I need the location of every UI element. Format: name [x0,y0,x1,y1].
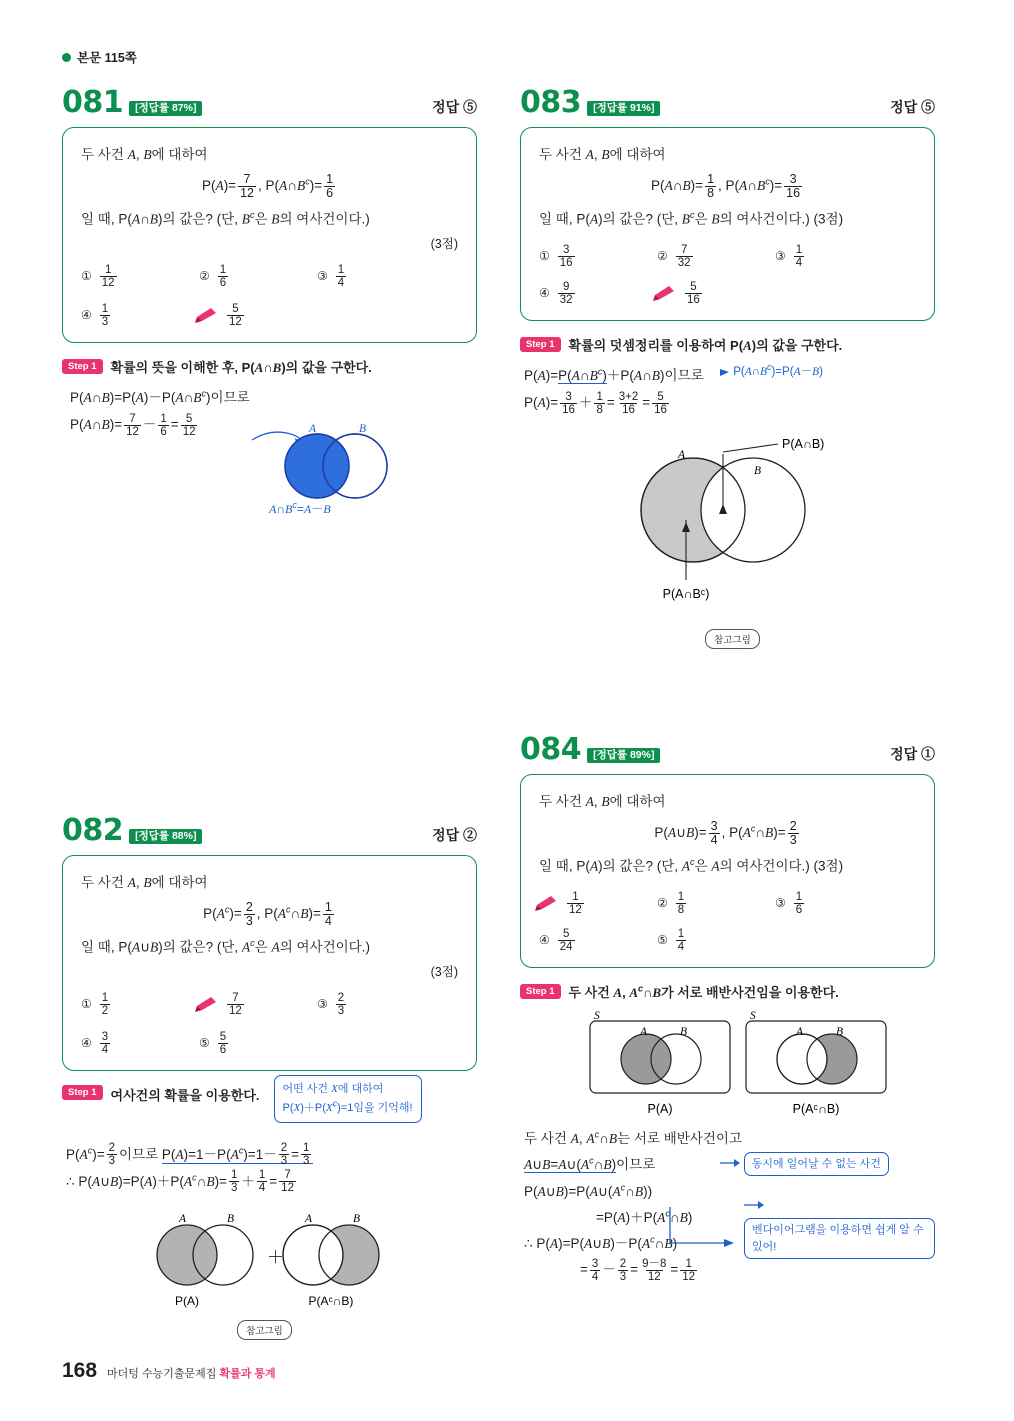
sol-line-2: $A\cup B=A\cup(A^c\cap B)$이므로 [524,1155,656,1173]
venn-083 [520,430,935,649]
footer-note [107,1365,276,1381]
svg-text:S: S [749,1009,756,1022]
step-tag: Step 1 [520,984,561,1000]
svg-text:B: B [226,1212,234,1225]
problem-083 [520,85,935,649]
svg-text:A: A [309,422,317,435]
choice-2[interactable]: ② $\frac{1}{6}$ [199,263,227,289]
choice-5[interactable]: $\frac{5}{12}$ [199,303,317,328]
page-number: 168 [62,1359,98,1382]
reference-figure-label: 참고그림 [705,629,760,649]
stem-line-1: 두 사건 A, B에 대하여 [81,147,208,162]
choice-1[interactable]: ① $\frac{1}{12}$ [81,263,115,289]
choice-3[interactable]: ③ $\frac{1}{6}$ [775,890,803,916]
svg-text:A: A [639,1025,647,1038]
note-2 [744,1192,935,1259]
answer-label: 정답 ① [890,746,935,762]
choice-list [81,992,458,1056]
question-box [520,127,935,321]
answer-label: 정답 ⑤ [432,99,477,115]
problem-header [520,85,935,120]
sol-line-5: ∴ $P(A)=P(A\cup B)-P(A^c\cap B)$ [524,1234,678,1252]
step-bar [520,982,935,1001]
solution-083 [520,362,935,416]
tip-callout [274,1075,422,1123]
stem-formula: P(A)= $\frac{7}{12}$ , $P(A\cap B^c)=$ $\frac{1}{6}$ [201,171,334,201]
correct-rate-badge: [정답률 87%] [129,101,202,117]
venn-082 [62,1205,477,1340]
header-label: 본문 115쪽 [77,51,137,65]
sol-note: $P(A\cap B^c)=P(A-B)$ [720,358,823,384]
svg-text:A: A [795,1025,803,1038]
svg-text:A: A [178,1212,186,1225]
question-box [520,774,935,968]
solution-082 [62,1141,477,1195]
sol-line-1: 두 사건 A, $A^c\cap B$는 서로 배반사건이고 [524,1129,742,1146]
pen-mark-icon [199,308,219,322]
choice-2[interactable]: ② $\frac{7}{32}$ [657,243,691,269]
venn-084 [520,1009,935,1126]
venn-081 [247,404,477,519]
svg-text:P(A): P(A) [647,1101,672,1116]
stem-line-1: 두 사건 A, B에 대하여 [539,147,666,162]
step-tag: Step 1 [62,359,103,375]
page-footer [62,1359,276,1383]
sol-line-3: $P(A\cup B)=P(A\cup(A^c\cap B))$ [524,1182,653,1199]
svg-text:＋: ＋ [266,1247,284,1267]
step-text: 확률의 덧셈정리를 이용하여 P(A)의 값을 구한다. [568,337,843,353]
stem-line-1: 두 사건 A, B에 대하여 [81,875,208,890]
svg-text:P(A∩Bᶜ): P(A∩Bᶜ) [662,586,709,601]
answer-label: 정답 ② [432,827,477,843]
choice-list [539,891,916,953]
page-header [62,48,137,66]
venn-caption: $A\cap B^c=A-B$ [269,499,331,516]
note-1 [720,1150,889,1177]
correct-rate-badge: [정답률 89%] [587,748,660,764]
problem-number: 084 [520,732,582,767]
svg-text:B: B [835,1025,843,1038]
choice-1[interactable]: ① $\frac{1}{2}$ [81,991,109,1017]
problem-number: 082 [62,813,124,848]
problem-084 [520,732,935,1284]
choice-4[interactable]: ④ $\frac{5}{24}$ [539,927,573,953]
choice-list [81,264,458,328]
svg-text:P(A): P(A) [174,1293,199,1308]
choice-5[interactable]: ⑤ $\frac{5}{6}$ [199,1030,227,1056]
step-text: 여사건의 확률을 이용한다. [110,1087,260,1103]
sol-line-2: P(A)= $\frac{3}{16}$ ＋ $\frac{1}{8}$ = $\frac{3+2}{16}$ = $\frac{5}{16}$ [524,390,667,416]
choice-4[interactable]: ④ $\frac{1}{3}$ [81,302,109,328]
problem-081 [62,85,477,519]
svg-text:P(A∩B): P(A∩B) [781,436,824,451]
step-tag: Step 1 [520,337,561,353]
choice-5[interactable]: ⑤ $\frac{1}{4}$ [657,927,685,953]
question-box [62,127,477,343]
choice-2[interactable]: ② $\frac{1}{8}$ [657,890,685,916]
correct-rate-badge: [정답률 88%] [129,829,202,845]
pen-mark-icon [657,286,677,300]
footer-book: 마더텅 수능기출문제집 [107,1368,217,1380]
tip-line-1: 어떤 사건 X에 대하여 [282,1082,384,1095]
stem-line-2: 일 때, P(A)의 값은? (단, $A^c$은 A의 여사건이다.) (3점) [539,857,844,874]
problem-header [62,85,477,120]
svg-text:B: B [753,464,761,477]
svg-text:S: S [593,1009,600,1022]
choice-3[interactable]: ③ $\frac{2}{3}$ [317,991,345,1017]
answer-label: 정답 ⑤ [890,99,935,115]
choice-1[interactable]: $\frac{1}{12}$ [539,891,657,916]
svg-text:A: A [304,1212,312,1225]
sol-line-4: $=P(A)+P(A^c\cap B)$ [596,1208,693,1225]
sol-line-2: ∴ $P(A\cup B)=P(A)+P(A^c\cap B)=$ $\frac{1}{3}$ ＋ $\frac{1}{4}$ = $\frac{7}{12}$ [66,1169,294,1195]
reference-figure-label: 참고그림 [237,1320,292,1340]
stem-line-1: 두 사건 A, B에 대하여 [539,794,666,809]
bullet-icon [62,53,71,62]
svg-text:A: A [677,448,685,461]
step-text: 확률의 뜻을 이해한 후, P(A∩B)의 값을 구한다. [110,359,372,375]
choice-3[interactable]: ③ $\frac{1}{4}$ [317,263,345,289]
choice-list [539,244,916,306]
points-label: (3점) [430,964,458,979]
svg-text:B: B [679,1025,687,1038]
stem-formula: P(A∪B)= $\frac{3}{4}$ , $P(A^c\cap B)=$ $\frac{2}{3}$ [654,818,797,848]
sol-line-1: $P(A)=P(A\cap B^c)+P(A\cap B)$이므로 [524,366,704,383]
stem-formula: P(A∩B)= $\frac{1}{8}$ , $P(A\cap B^c)=$ $\frac{3}{16}$ [650,171,801,201]
step-bar [62,357,477,376]
stem-line-2: 일 때, P(A∩B)의 값은? (단, $B^c$은 B의 여사건이다.) [81,210,370,227]
note-1-text: 동시에 일어날 수 없는 사건 [744,1152,889,1177]
choice-3[interactable]: ③ $\frac{1}{4}$ [775,243,803,269]
pen-mark-icon [199,997,219,1011]
svg-text:P(Aᶜ∩B): P(Aᶜ∩B) [792,1101,839,1116]
step-bar [520,335,935,354]
note-2-text: 벤다이어그램을 이용하면 쉽게 알 수 있어! [744,1218,935,1259]
svg-text:B: B [359,422,367,435]
stem-line-2: 일 때, P(A∪B)의 값은? (단, $A^c$은 A의 여사건이다.) [81,938,370,955]
solution-084 [520,1126,935,1284]
sol-line-2: P(A∩B)= $\frac{7}{12}$ － $\frac{1}{6}$ = $\frac{5}{12}$ [70,412,196,438]
choice-2[interactable]: $\frac{7}{12}$ [199,992,317,1017]
correct-rate-badge: [정답률 91%] [587,101,660,117]
question-box [62,855,477,1071]
tip-line-2: $P(X)+P(X^c)=1$임을 기억해! [282,1098,413,1115]
footer-subject: 확률과 통계 [219,1368,276,1380]
problem-number: 083 [520,85,582,120]
sol-line-6: = $\frac{3}{4}$ － $\frac{2}{3}$ = $\frac{9-8}{12}$ = $\frac{1}{12}$ [580,1258,696,1284]
points-label: (3점) [430,236,458,251]
choice-5[interactable]: $\frac{5}{16}$ [657,281,775,306]
sol-line-1: $P(A\cap B)=P(A)-P(A\cap B^c)$이므로 [70,388,250,405]
svg-text:P(Aᶜ∩B): P(Aᶜ∩B) [308,1293,353,1308]
sol-line-1: $P(A^c)=$ $\frac{2}{3}$ 이므로 $P(A)=1-P(A^c)=1-$ $\frac{2}{3}$ = $\frac{1}{3}$ [66,1141,477,1168]
choice-4[interactable]: ④ $\frac{3}{4}$ [81,1030,109,1056]
problem-082 [62,813,477,1340]
stem-formula: $P(A^c)=$ $\frac{2}{3}$ , $P(A^c\cap B)=$ $\frac{1}{4}$ [203,899,332,929]
choice-1[interactable]: ① $\frac{3}{16}$ [539,243,573,269]
stem-line-2: 일 때, P(A)의 값은? (단, $B^c$은 B의 여사건이다.) (3점) [539,210,844,227]
svg-text:B: B [352,1212,360,1225]
pen-mark-icon [539,896,559,910]
step-tag: Step 1 [62,1085,103,1101]
choice-4[interactable]: ④ $\frac{9}{32}$ [539,280,573,306]
problem-number: 081 [62,85,124,120]
problem-header [520,732,935,767]
step-bar [62,1082,477,1133]
problem-header [62,813,477,848]
step-text: 두 사건 A, $A^c\cap B$가 서로 배반사건임을 이용한다. [568,983,839,1000]
